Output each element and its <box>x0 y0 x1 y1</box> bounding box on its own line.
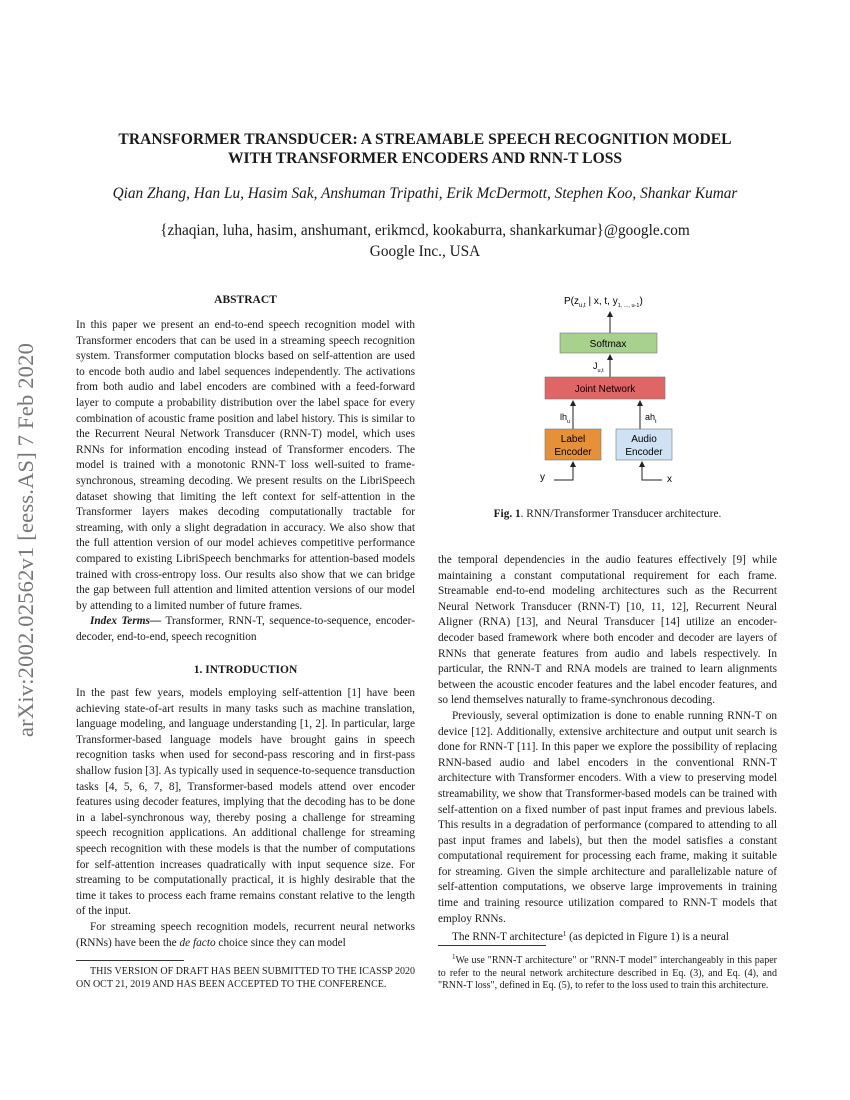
draft-footnote: THIS VERSION OF DRAFT HAS BEEN SUBMITTED TO THE ICASSP 2020 ON OCT 21, 2019 AND HAS BEEN ACCEPTED TO THE CONFERENCE. <box>76 966 415 990</box>
audio-encoder-line-1: Audio <box>631 434 657 445</box>
arxiv-watermark: arXiv:2002.02562v1 [eess.AS] 7 Feb 2020 <box>13 343 38 738</box>
intro-heading: 1. INTRODUCTION <box>193 664 298 676</box>
right-paragraph-1: the temporal dependencies in the audio features effectively [9] while maintaining a constant computational requirement for each frame. Streamable end-to-end modeling architectures such as the Recurrent Neural Network Transducer (RNN-T) [10, 11, 12], Recurrent Neural Aligner (RNA) [13], and Neural Transducer [14] utilize an encoder-decoder based framework where both encoder and decoder are layers of RNNs that generate features from audio and labels respectively. In particular, the RNN-T and RNA models are trained to learn alignments between the acoustic encoder features and the label encoder features, and so lend themselves naturally to frame-synchronous decoding. <box>438 554 777 707</box>
audio-encoder-line-2: Encoder <box>625 447 663 458</box>
figure-caption-label: Fig. 1 <box>493 508 521 520</box>
intro-p2-end: choice since they can model <box>215 936 346 949</box>
title-line-1: TRANSFORMER TRANSDUCER: A STREAMABLE SPEECH RECOGNITION MODEL <box>118 131 732 148</box>
intro-p2-emphasis: de facto <box>179 936 216 949</box>
footnote-rule-right <box>438 945 546 946</box>
intro-paragraph-2 <box>76 920 415 951</box>
author-list: Qian Zhang, Han Lu, Hasim Sak, Anshuman Tripathi, Erik McDermott, Stephen Koo, Shankar Kumar <box>112 185 738 202</box>
joint-output-label: $J_{u,t}$ <box>593 361 604 374</box>
x-input-label: x <box>667 474 672 485</box>
figure-caption <box>438 508 777 520</box>
intro-p2-start: For streaming speech recognition models, recurrent neural networks (RNNs) have been the <box>76 920 415 949</box>
figure-caption-text: . RNN/Transformer Transducer architecture. <box>520 508 722 520</box>
affiliation-block <box>40 220 810 262</box>
title-line-2: WITH TRANSFORMER ENCODERS AND RNN-T LOSS <box>227 150 623 167</box>
arrow-y-in <box>554 462 573 480</box>
joint-network-label: Joint Network <box>574 384 636 395</box>
index-terms-text: Transformer, RNN-T, sequence-to-sequence, encoder-decoder, end-to-end, speech recognition <box>76 615 415 643</box>
right-paragraph-3 <box>438 927 777 946</box>
architecture-figure <box>520 290 700 490</box>
audio-hidden-label: $ah_t$ <box>645 412 657 425</box>
email-list: {zhaqian, luha, hasim, anshumant, erikmcd, kookaburra, shankarkumar}@google.com <box>160 222 690 239</box>
affiliation: Google Inc., USA <box>369 243 481 260</box>
softmax-label: Softmax <box>589 339 627 350</box>
index-terms-label: Index Terms— <box>90 615 162 627</box>
label-hidden-label: $lh_u$ <box>560 412 571 425</box>
paper-title <box>60 130 790 168</box>
right-p3-start: The RNN-T architecture <box>452 931 563 944</box>
intro-paragraph-1: In the past few years, models employing self-attention [1] have been achieving state-of-art results in many tasks such as machine translation, language modeling, and language understanding [1, 2]. In particular, large Transformer-based language models have brought gains in speech recognition tasks when used for second-pass rescoring and in first-pass shallow fusion [3]. As typically used in sequence-to-sequence transduction tasks [4, 5, 6, 7, 8], Transformer-based models attend over encoder features using decoder features, implying that the decoding has to be done in a label-synchronous way, thereby posing a challenge for streaming speech recognition applications. An additional challenge for streaming speech recognition with these models is that the number of computations for self-attention increases quadratically with input sequence size. For streaming to be computationally practical, it is highly desirable that the time it takes to process each frame remains constant relative to the length of the input. <box>76 687 415 918</box>
right-column-body <box>438 553 777 946</box>
output-probability-label: $P(z_{u,t}$ | x, t, $y_{1, ..., u-1}$) <box>564 296 643 309</box>
abstract-text: In this paper we present an end-to-end speech recognition model with Transformer encoders that can be used in a streaming speech recognition system. Transformer computation blocks based on self-attention are used to encode both audio and label sequences independently. The activations from both audio and label encoders are combined with a feed-forward layer to compute a probability distribution over the label space for every combination of acoustic frame position and label history. This is similar to the Recurrent Neural Network Transducer (RNN-T) model, which uses RNNs for information encoding instead of Transformer encoders. The model is trained with a monotonic RNN-T loss well-suited to frame-synchronous, streaming decoding. We present results on the LibriSpeech dataset showing that limiting the left context for self-attention in the Transformer layers makes decoding computationally tractable for streaming, with only a slight degradation in accuracy. We also show that the full attention version of our model achieves competitive performance compared to existing LibriSpeech benchmarks for attention-based models trained with cross-entropy loss. Our results also show that we can bridge the gap between full attention and limited attention versions of our model by attending to a limited number of future frames. <box>76 319 415 612</box>
label-encoder-line-1: Label <box>560 434 586 445</box>
rnnt-footnote-marker: 1 <box>452 953 456 961</box>
footnote-marker: 1 <box>562 930 567 939</box>
architecture-diagram <box>520 290 700 490</box>
abstract-heading: ABSTRACT <box>214 294 277 306</box>
arrow-x-in <box>642 462 662 480</box>
footnote-rule-left <box>76 960 184 961</box>
right-paragraph-2: Previously, several optimization is done to enable running RNN-T on device [12]. Additionally, extensive architecture and output unit search is done for RNN-T [11]. In this paper we explore the possibility of replacing RNN-based audio and label encoders in the conventional RNN-T architecture with Transformer encoders. With a view to preserving model streamability, we show that Transformer-based models can be trained with self-attention on a fixed number of past input frames and previous labels. This results in a degradation of performance (compared to attending to all past input frames and labels), but then the model satisfies a constant computational requirement for processing each frame, making it suitable for streaming. Given the simple architecture and parallelizable nature of self-attention computations, we observe large improvements in training time and training resource utilization compared to RNN-T models that employ RNNs. <box>438 709 777 925</box>
index-terms <box>76 614 415 645</box>
y-input-label: y <box>540 472 545 483</box>
rnnt-footnote-text: We use "RNN-T architecture" or "RNN-T model" interchangeably in this paper to refer to the neural network architecture described in Eq. (3), and Eq. (4), and "RNN-T loss", defined in Eq. (5), to refer to the loss used to train this architecture. <box>438 955 777 991</box>
right-p3-end: (as depicted in Figure 1) is a neural <box>566 931 729 944</box>
intro-body <box>76 686 415 951</box>
rnnt-footnote <box>438 951 777 993</box>
label-encoder-line-2: Encoder <box>554 447 592 458</box>
